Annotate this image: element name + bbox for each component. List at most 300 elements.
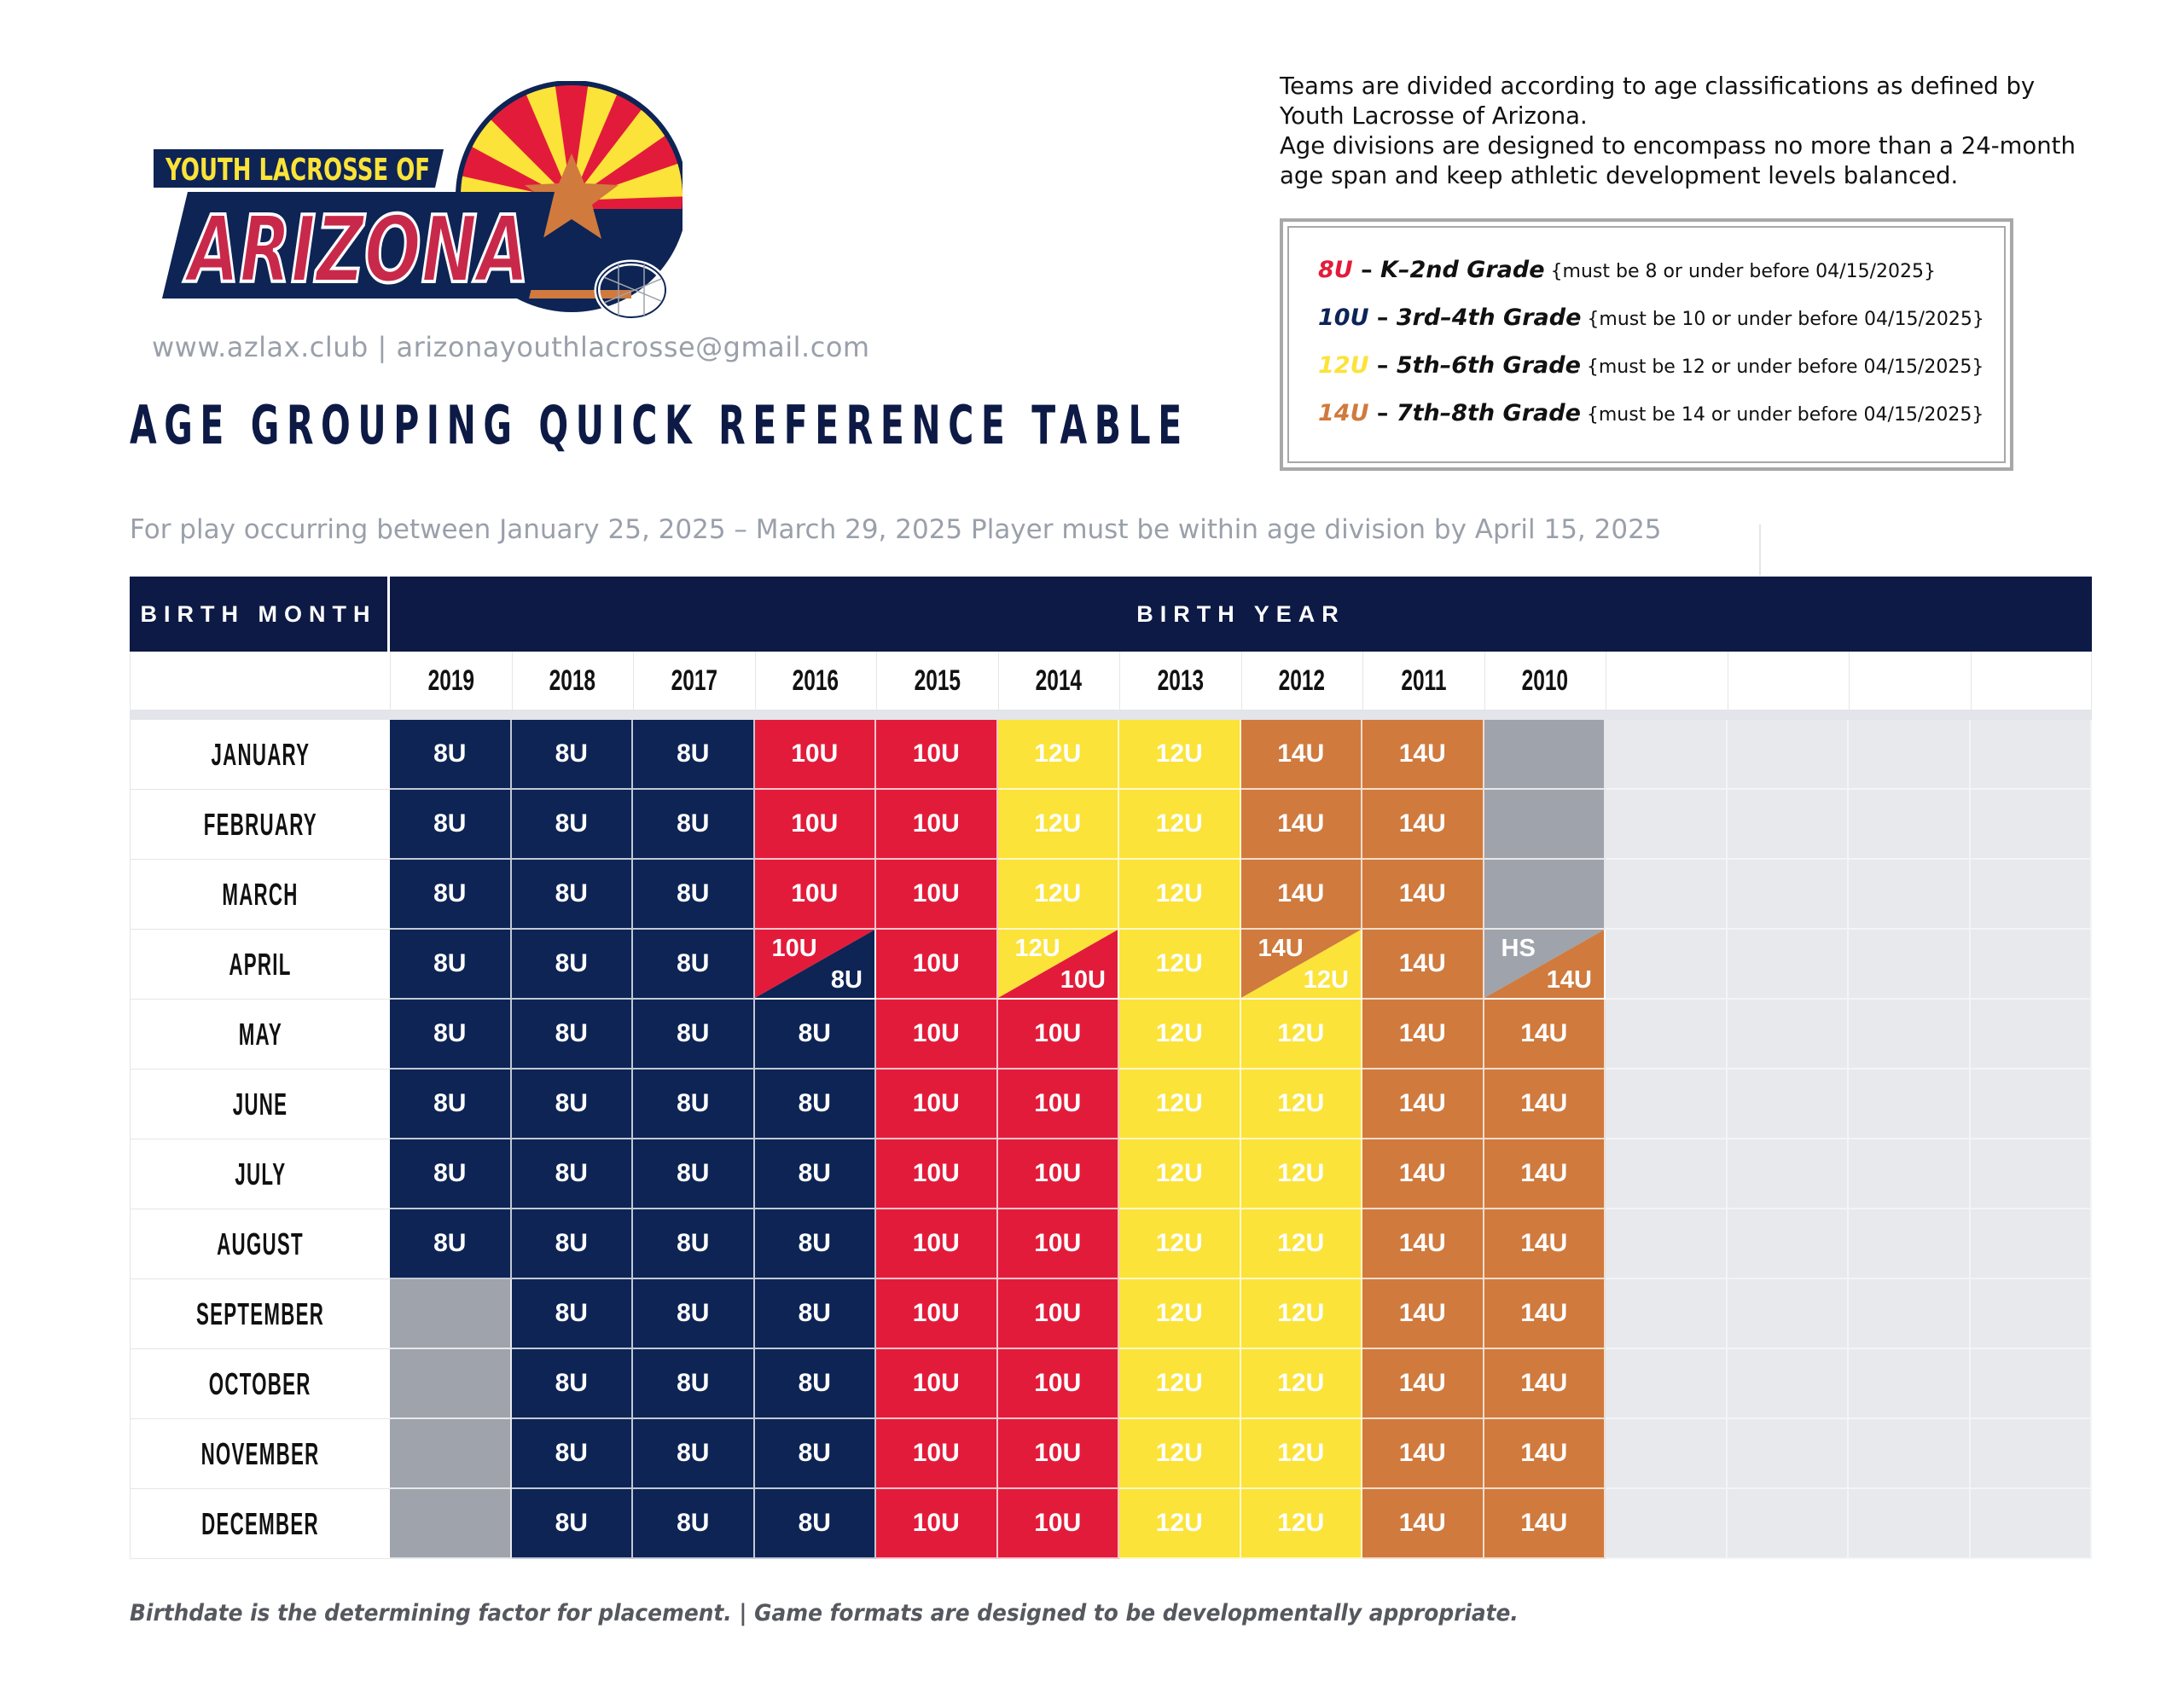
empty-cell [1849,1419,1971,1489]
division-cell [1241,1489,1363,1559]
division-cell [876,720,998,790]
division-cell [1119,790,1241,860]
empty-cell [1606,1489,1728,1559]
empty-cell [1849,720,1971,790]
division-label: 12U [1155,1439,1203,1467]
division-label: 12U [1277,1159,1325,1187]
ineligible-cell [390,1279,512,1349]
division-cell [1362,720,1484,790]
division-cell [390,1139,512,1209]
month-label: FEBRUARY [203,806,317,842]
division-cell [633,720,755,790]
year-header-cell [876,652,998,710]
year-row [130,652,2092,720]
division-cell [1119,1139,1241,1209]
division-cell [876,790,998,860]
division-label: 8U [433,1089,467,1117]
legend-row-14u [1318,400,2004,448]
division-label: 10U [1034,1089,1082,1117]
division-label: 8U [433,949,467,977]
empty-cell [1849,1000,1971,1070]
division-cell [876,1279,998,1349]
division-label-upper: HS [1501,935,1536,962]
empty-cell [1971,1419,2093,1489]
logo-graphic [154,81,682,324]
division-label: 8U [555,1019,588,1047]
month-label: JULY [235,1156,286,1191]
division-label: 10U [912,1299,960,1327]
contact-info: www.azlax.club | arizonayouthlacrosse@gmail.com [152,331,870,363]
division-cell [998,860,1120,930]
split-division-cell [998,930,1120,1000]
division-label: 14U [1398,1229,1446,1257]
empty-cell [1606,1349,1728,1419]
division-label: 14U [1398,879,1446,907]
table-row [130,1489,2092,1559]
legend-note: {must be 12 or under before 04/15/2025} [1580,357,1984,378]
division-cell [998,1419,1120,1489]
footnote: Birthdate is the determining factor for placement. | Game formats are designed to be developmentally appropriate. [130,1600,1519,1626]
division-label: 8U [798,1089,831,1117]
division-label-lower: 14U [1546,966,1592,994]
legend-code: 10U [1318,304,1369,331]
month-label: NOVEMBER [200,1435,320,1471]
year-header-empty [1606,652,1728,710]
division-cell [1119,1070,1241,1139]
division-cell [998,1209,1120,1279]
empty-cell [1606,1139,1728,1209]
legend-row-8u [1318,257,2004,304]
division-label: 14U [1398,739,1446,768]
division-label-lower: 12U [1303,966,1349,994]
division-cell [876,930,998,1000]
division-label: 12U [1155,1509,1203,1537]
division-cell [1241,860,1363,930]
division-cell [1484,1070,1606,1139]
division-label: 12U [1155,1369,1203,1397]
legend-row-12u [1318,352,2004,400]
division-cell [1119,1489,1241,1559]
division-cell [512,1489,634,1559]
empty-cell [1849,860,1971,930]
month-label: JANUARY [211,736,310,772]
legend-sep: – [1368,352,1397,379]
year-label: 2016 [793,664,839,697]
month-label: JUNE [232,1086,288,1122]
year-label: 2019 [427,664,474,697]
division-label: 8U [677,1089,710,1117]
month-cell [130,1000,390,1070]
division-cell [876,860,998,930]
division-cell [1241,720,1363,790]
year-header-cell [512,652,634,710]
division-cell [755,860,877,930]
division-label: 8U [677,1369,710,1397]
month-label: OCTOBER [209,1365,311,1401]
empty-cell [1728,720,1850,790]
division-label: 8U [677,1509,710,1537]
division-cell [1362,1139,1484,1209]
split-division-cell [1484,930,1606,1000]
intro-line: Youth Lacrosse of Arizona. [1280,102,1588,130]
division-cell [512,1279,634,1349]
division-label: 10U [912,739,960,768]
division-label: 8U [433,1229,467,1257]
ineligible-cell [390,1489,512,1559]
ineligible-cell [390,1419,512,1489]
division-label: 10U [912,879,960,907]
division-cell [1362,1209,1484,1279]
division-label: 10U [912,1439,960,1467]
table-row [130,1419,2092,1489]
division-label-lower: 8U [830,966,863,994]
division-label: 8U [677,1439,710,1467]
division-cell [755,1070,877,1139]
division-cell [1241,1349,1363,1419]
age-grouping-table [130,577,2092,1559]
month-label: MAY [238,1016,282,1052]
year-label: 2011 [1401,664,1447,697]
division-cell [998,790,1120,860]
division-cell [1241,1279,1363,1349]
division-cell [512,720,634,790]
division-label: 8U [433,1159,467,1187]
table-row [130,1139,2092,1209]
division-label: 14U [1520,1089,1568,1117]
division-label: 8U [555,739,588,768]
month-label: AUGUST [217,1226,304,1261]
empty-cell [1728,1419,1850,1489]
division-cell [755,1000,877,1070]
intro-text [1280,72,2133,191]
year-label: 2013 [1157,664,1204,697]
year-label: 2015 [914,664,961,697]
table-body [130,720,2092,1559]
empty-cell [1728,1139,1850,1209]
month-label: DECEMBER [201,1505,319,1541]
empty-cell [1971,1349,2093,1419]
month-cell [130,1349,390,1419]
month-cell [130,720,390,790]
division-label: 14U [1398,1019,1446,1047]
division-label: 10U [912,1019,960,1047]
empty-cell [1849,1279,1971,1349]
split-division-cell [755,930,877,1000]
division-cell [512,1000,634,1070]
month-cell [130,930,390,1000]
division-cell [998,1489,1120,1559]
empty-cell [1971,1489,2093,1559]
legend-grade: K–2nd Grade [1380,257,1545,283]
intro-line: age span and keep athletic development levels balanced. [1280,162,1959,189]
division-label: 8U [433,1019,467,1047]
empty-cell [1971,1000,2093,1070]
year-header-cell [755,652,877,710]
division-label: 12U [1155,1019,1203,1047]
empty-cell [1971,860,2093,930]
division-label: 14U [1520,1439,1568,1467]
legend-code: 14U [1318,400,1369,426]
legend-grade: 3rd–4th Grade [1396,304,1582,331]
division-label: 10U [1034,1159,1082,1187]
division-label: 14U [1520,1299,1568,1327]
division-label: 8U [677,739,710,768]
month-cell [130,1279,390,1349]
division-cell [876,1209,998,1279]
division-cell [1362,1349,1484,1419]
division-cell [1362,1279,1484,1349]
division-label: 8U [677,1019,710,1047]
year-header-cell [1362,652,1484,710]
division-cell [512,1070,634,1139]
division-label: 14U [1520,1229,1568,1257]
division-label: 12U [1155,739,1203,768]
division-label: 10U [791,879,839,907]
division-label: 12U [1034,809,1082,838]
division-label: 8U [798,1159,831,1187]
division-cell [1119,1209,1241,1279]
division-cell [1484,1279,1606,1349]
empty-cell [1849,1209,1971,1279]
division-label: 8U [555,1089,588,1117]
division-cell [512,930,634,1000]
division-label: 8U [677,1299,710,1327]
division-cell [876,1419,998,1489]
table-row [130,1209,2092,1279]
division-cell [1362,790,1484,860]
division-label: 12U [1155,1159,1203,1187]
birth-month-header: BIRTH MONTH [130,577,390,652]
division-label: 8U [433,879,467,907]
division-cell [633,1209,755,1279]
division-cell [512,790,634,860]
empty-cell [1606,1000,1728,1070]
division-cell [998,1279,1120,1349]
table-row [130,790,2092,860]
year-header-empty [1971,652,2093,710]
division-cell [1241,790,1363,860]
year-label: 2017 [671,664,717,697]
month-cell [130,1209,390,1279]
division-label: 12U [1277,1089,1325,1117]
division-label: 10U [1034,1509,1082,1537]
division-label: 14U [1398,1159,1446,1187]
table-row [130,1000,2092,1070]
division-label: 8U [555,1229,588,1257]
division-cell [1119,720,1241,790]
division-cell [755,720,877,790]
division-label: 8U [555,1509,588,1537]
division-label: 12U [1277,1439,1325,1467]
division-label: 14U [1520,1159,1568,1187]
year-header-cell [1241,652,1363,710]
empty-cell [1606,860,1728,930]
division-cell [1119,1000,1241,1070]
logo-main-text: ARIZONA [183,197,530,304]
month-cell [130,790,390,860]
division-cell [1119,1349,1241,1419]
year-label: 2014 [1036,664,1083,697]
ineligible-cell [1484,860,1606,930]
empty-cell [1849,1349,1971,1419]
division-cell [1119,860,1241,930]
empty-cell [1728,1000,1850,1070]
year-header-cell [1484,652,1606,710]
division-label: 12U [1034,739,1082,768]
division-label: 14U [1398,1509,1446,1537]
division-cell [1362,1070,1484,1139]
division-cell [390,1209,512,1279]
empty-cell [1971,1070,2093,1139]
division-cell [633,790,755,860]
division-cell [1362,1000,1484,1070]
division-label: 8U [677,1229,710,1257]
division-cell [755,1419,877,1489]
month-cell [130,1070,390,1139]
division-cell [390,790,512,860]
empty-cell [1728,790,1850,860]
empty-cell [1728,1349,1850,1419]
division-label: 12U [1155,879,1203,907]
empty-cell [1606,1070,1728,1139]
division-cell [1241,1000,1363,1070]
division-cell [633,930,755,1000]
division-label: 10U [912,949,960,977]
empty-cell [1971,790,2093,860]
division-cell [998,1139,1120,1209]
year-header-cell [390,652,512,710]
division-cell [1484,1349,1606,1419]
division-cell [633,1349,755,1419]
table-row [130,720,2092,790]
division-label: 12U [1277,1019,1325,1047]
division-label: 10U [791,809,839,838]
empty-cell [1728,1070,1850,1139]
division-label: 14U [1398,809,1446,838]
division-label: 8U [677,949,710,977]
month-cell [130,1139,390,1209]
division-cell [755,1279,877,1349]
division-label: 10U [1034,1019,1082,1047]
ineligible-cell [390,1349,512,1419]
legend-sep: – [1368,304,1397,331]
year-label: 2012 [1279,664,1326,697]
empty-cell [1606,1419,1728,1489]
year-header-empty [1849,652,1971,710]
legend-note: {must be 8 or under before 04/15/2025} [1544,261,1936,282]
division-label: 14U [1398,1299,1446,1327]
division-label: 10U [1034,1439,1082,1467]
month-cell [130,1419,390,1489]
legend-code: 12U [1318,352,1369,379]
division-legend [1280,218,2013,471]
division-cell [1362,930,1484,1000]
division-cell [390,930,512,1000]
year-header-cell [998,652,1120,710]
division-label: 14U [1398,949,1446,977]
division-cell [390,860,512,930]
division-label: 10U [912,1369,960,1397]
division-cell [633,1070,755,1139]
table-row [130,1349,2092,1419]
division-cell [1241,1209,1363,1279]
legend-grade: 7th–8th Grade [1396,400,1581,426]
empty-cell [1849,1070,1971,1139]
empty-cell [1849,1139,1971,1209]
division-cell [755,1139,877,1209]
division-label: 12U [1155,809,1203,838]
empty-cell [1606,930,1728,1000]
division-label: 14U [1277,879,1325,907]
month-label: APRIL [229,946,292,982]
division-cell [633,1489,755,1559]
division-label: 8U [555,1299,588,1327]
page-title: AGE GROUPING QUICK REFERENCE TABLE [130,394,1189,456]
legend-note: {must be 14 or under before 04/15/2025} [1580,404,1984,426]
year-header-cell [1119,652,1241,710]
empty-cell [1971,1139,2093,1209]
birth-year-header: BIRTH YEAR [1136,600,1345,627]
division-cell [1484,1209,1606,1279]
year-label: 2018 [549,664,596,697]
division-cell [998,1070,1120,1139]
division-cell [1484,1139,1606,1209]
intro-line: Age divisions are designed to encompass no more than a 24-month [1280,132,2076,159]
division-label: 12U [1277,1229,1325,1257]
table-row [130,1070,2092,1139]
division-label: 14U [1520,1509,1568,1537]
ineligible-cell [1484,720,1606,790]
month-label: SEPTEMBER [195,1296,325,1331]
division-label: 10U [912,1089,960,1117]
division-cell [633,1139,755,1209]
legend-row-10u [1318,304,2004,352]
empty-cell [1971,1209,2093,1279]
logo-top-text: YOUTH LACROSSE OF [165,153,430,188]
division-label: 14U [1520,1019,1568,1047]
division-cell [633,1000,755,1070]
division-label: 12U [1155,949,1203,977]
division-label: 12U [1277,1509,1325,1537]
division-label: 12U [1155,1089,1203,1117]
division-label: 8U [555,1439,588,1467]
division-label: 8U [555,809,588,838]
division-cell [876,1349,998,1419]
logo [154,81,682,324]
division-label-upper: 12U [1014,935,1060,962]
legend-code: 8U [1318,257,1353,283]
empty-cell [1728,1279,1850,1349]
division-label: 10U [912,1159,960,1187]
empty-cell [1971,930,2093,1000]
division-cell [1119,1419,1241,1489]
division-label: 14U [1520,1369,1568,1397]
division-label: 8U [798,1299,831,1327]
split-division-cell [1241,930,1363,1000]
division-label: 8U [798,1369,831,1397]
empty-cell [1849,1489,1971,1559]
division-cell [1241,1139,1363,1209]
division-cell [876,1489,998,1559]
table-row [130,860,2092,930]
division-cell [998,1349,1120,1419]
division-label: 12U [1155,1229,1203,1257]
division-label: 8U [433,809,467,838]
division-label: 8U [677,1159,710,1187]
empty-cell [1606,1209,1728,1279]
division-cell [876,1139,998,1209]
division-label: 8U [677,809,710,838]
